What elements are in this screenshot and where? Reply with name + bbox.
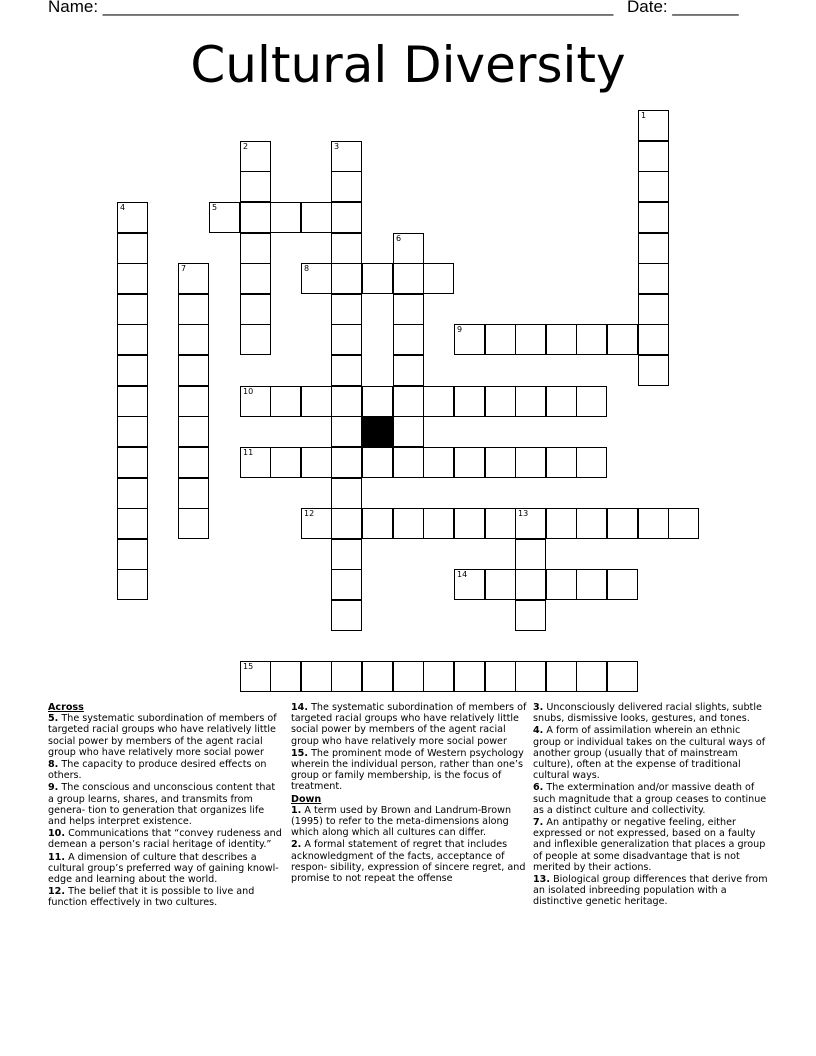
clues-column-2 [291,702,527,885]
crossword-cell[interactable] [331,294,362,325]
clue-number: 13 [518,509,529,518]
crossword-cell[interactable] [362,447,393,478]
down-clue-1: 1. A term used by Brown and Landrum-Brown (1995) to refer to the meta-dimensions along which along which all cultures can differ. [291,804,512,839]
crossword-cell[interactable] [638,202,669,233]
crossword-cell[interactable] [454,386,485,417]
crossword-cell[interactable] [393,661,424,692]
crossword-cell[interactable] [607,569,638,600]
crossword-cell[interactable] [546,447,577,478]
crossword-cell[interactable] [117,569,148,600]
crossword-cell[interactable] [423,386,454,417]
crossword-cell[interactable] [331,478,362,509]
crossword-cell[interactable] [423,263,454,294]
clue-number: 10 [243,387,254,396]
crossword-cell[interactable] [546,386,577,417]
crossword-cell[interactable] [331,324,362,355]
clue-number: 7 [181,264,187,273]
crossword-cell[interactable] [301,202,332,233]
clue-number: 14 [457,570,468,579]
crossword-cell[interactable] [454,661,485,692]
crossword-cell[interactable] [240,171,271,202]
clue-number: 15 [243,662,254,671]
crossword-cell[interactable] [117,202,148,233]
crossword-cell[interactable] [638,355,669,386]
crossword-cell[interactable] [331,508,362,539]
clue-number: 1 [641,111,647,120]
crossword-cell[interactable] [393,386,424,417]
crossword-cell[interactable] [638,171,669,202]
crossword-cell[interactable] [638,141,669,172]
crossword-cell[interactable] [607,508,638,539]
crossword-cell[interactable] [331,600,362,631]
clue-number: 9 [457,325,463,334]
crossword-cell[interactable] [240,263,271,294]
clue-number: 8 [304,264,310,273]
crossword-cell[interactable] [362,263,393,294]
clue-number: 4 [120,203,126,212]
crossword-cell[interactable] [362,386,393,417]
crossword-cell[interactable] [117,324,148,355]
crossword-cell[interactable] [240,324,271,355]
down-clue-6: 6. The extermination and/or massive death of such magnitude that a group ceases to continue as a distinct culture and collectivity. [533,782,767,816]
crossword-cell[interactable] [576,324,607,355]
crossword-cell[interactable] [240,294,271,325]
crossword-cell[interactable] [301,386,332,417]
across-clue-15: 15. The prominent mode of Western psychology wherein the individual person, rather than one’s group or family membership, is the focus of treatment. [291,747,524,793]
crossword-cell[interactable] [270,386,301,417]
crossword-cell[interactable] [117,355,148,386]
crossword-cell[interactable] [515,447,546,478]
crossword-cell[interactable] [117,416,148,447]
crossword-cell[interactable] [117,263,148,294]
crossword-cell[interactable] [178,447,209,478]
crossword-cell[interactable] [546,324,577,355]
crossword-cell[interactable] [454,569,485,600]
crossword-cell[interactable] [117,233,148,264]
crossword-cell[interactable] [117,478,148,509]
crossword-cell[interactable] [117,539,148,570]
crossword-cell[interactable] [240,661,271,692]
down-clue-7: 7. An antipathy or negative feeling, either expressed or not expressed, based on a faulty and inflexible generalization that places a group of people at some disadvantage that is not merited by their actions. [533,817,766,873]
across-clue-10: 10. Communications that “convey rudeness and demean a person’s racial heritage of identity.” [48,828,282,851]
crossword-cell[interactable] [576,508,607,539]
crossword-cell[interactable] [515,324,546,355]
crossword-cell[interactable] [117,294,148,325]
crossword-cell[interactable] [117,447,148,478]
clue-number: 6 [396,234,402,243]
crossword-cell[interactable] [270,202,301,233]
crossword-cell[interactable] [178,355,209,386]
crossword-cell[interactable] [240,233,271,264]
crossword-cell[interactable] [331,539,362,570]
crossword-cell[interactable] [270,447,301,478]
crossword-cell[interactable] [485,447,516,478]
crossword-cell[interactable] [515,600,546,631]
across-clue-5: 5. The systematic subordination of members of targeted racial groups who have relatively little social power by members of the agent racial group who have relatively more social power [48,713,277,758]
down-clue-2: 2. A formal statement of regret that includes acknowledgment of the facts, acceptance of respon- sibility, expression of sincere regret, and promise to not repeat the offense [291,839,526,885]
crossword-cell[interactable] [638,508,669,539]
crossword-cell[interactable] [331,661,362,692]
clue-number: 12 [304,509,315,518]
crossword-cell[interactable] [393,447,424,478]
crossword-cell[interactable] [423,661,454,692]
crossword-cell[interactable] [331,447,362,478]
crossword-cell[interactable] [301,447,332,478]
across-clue-9: 9. The conscious and unconscious content that a group learns, shares, and transmits from genera- tion to generation that organizes life and helps interpret existence. [48,782,276,828]
crossword-cell[interactable] [546,661,577,692]
date-field[interactable]: Date: _______ [627,0,739,16]
across-clue-14: 14. The systematic subordination of members of targeted racial groups who have relatively little social power by members of the agent racial group who have relatively more social power [291,702,527,747]
crossword-cell[interactable] [301,508,332,539]
crossword-cell[interactable] [362,508,393,539]
crossword-cell[interactable] [576,386,607,417]
crossword-cell[interactable] [454,508,485,539]
crossword-cell[interactable] [638,324,669,355]
crossword-cell[interactable] [393,324,424,355]
crossword-cell[interactable] [393,355,424,386]
clue-number: 5 [212,203,218,212]
crossword-cell[interactable] [270,661,301,692]
crossword-cell[interactable] [178,478,209,509]
crossword-cell[interactable] [331,202,362,233]
across-heading: Across [48,702,84,713]
crossword-cell[interactable] [485,386,516,417]
crossword-cell[interactable] [178,386,209,417]
clues-column-1 [48,702,284,910]
crossword-cell[interactable] [668,508,699,539]
across-clue-11: 11. A dimension of culture that describes a cultural group’s preferred way of gaining knowl- edge and learning about the world. [48,851,279,886]
crossword-cell[interactable] [117,386,148,417]
crossword-cell[interactable] [485,508,516,539]
crossword-cell[interactable] [178,294,209,325]
crossword-cell[interactable] [485,324,516,355]
down-clue-4: 4. A form of assimilation wherein an ethnic group or individual takes on the cultural ways of another group (usually that of mainstream culture), often at the expense of traditional cultural ways. [533,725,766,782]
crossword-cell[interactable] [301,263,332,294]
crossword-cell[interactable] [393,416,424,447]
crossword-cell[interactable] [607,661,638,692]
crossword-cell[interactable] [178,508,209,539]
crossword-cell[interactable] [393,294,424,325]
crossword-cell[interactable] [178,324,209,355]
page-title: Cultural Diversity [190,36,626,94]
crossword-cell[interactable] [331,416,362,447]
crossword-cell[interactable] [546,569,577,600]
crossword-cell[interactable] [240,141,271,172]
across-clue-12: 12. The belief that it is possible to live and function effectively in two cultures. [48,886,255,909]
across-clue-8: 8. The capacity to produce desired effects on others. [48,759,267,782]
crossword-cell[interactable] [454,447,485,478]
crossword-cell[interactable] [423,447,454,478]
crossword-cell[interactable] [607,324,638,355]
crossword-cell[interactable] [454,324,485,355]
crossword-cell[interactable] [393,263,424,294]
clue-number: 11 [243,448,254,457]
crossword-cell[interactable] [546,508,577,539]
crossword-cell[interactable] [301,661,332,692]
crossword-cell[interactable] [485,569,516,600]
crossword-cell[interactable] [331,569,362,600]
clues-column-3 [533,702,769,909]
crossword-cell[interactable] [515,661,546,692]
crossword-cell[interactable] [240,202,271,233]
crossword-cell[interactable] [638,110,669,141]
down-clue-13: 13. Biological group differences that derive from an isolated inbreeding population with a distinctive genetic heritage. [533,874,768,908]
crossword-cell[interactable] [331,141,362,172]
crossword-cell[interactable] [331,355,362,386]
crossword-cell[interactable] [576,661,607,692]
crossword-cell[interactable] [240,386,271,417]
crossword-cell[interactable] [362,661,393,692]
down-heading: Down [291,793,322,805]
name-field[interactable]: Name: ______________________________________________________ [48,0,614,16]
crossword-cell[interactable] [576,569,607,600]
clue-number: 2 [243,142,249,151]
crossword-cell[interactable] [638,233,669,264]
crossword-cell[interactable] [331,263,362,294]
black-square [362,416,393,447]
crossword-cell[interactable] [393,233,424,264]
crossword-cell[interactable] [638,263,669,294]
down-clue-3: 3. Unconsciously delivered racial slights, subtle snubs, dismissive looks, gestures, and tones. [533,702,762,725]
crossword-cell[interactable] [331,233,362,264]
crossword-cell[interactable] [240,447,271,478]
crossword-cell[interactable] [638,294,669,325]
crossword-cell[interactable] [331,386,362,417]
crossword-cell[interactable] [515,386,546,417]
crossword-cell[interactable] [178,416,209,447]
crossword-cell[interactable] [117,508,148,539]
clue-number: 3 [334,142,340,151]
crossword-cell[interactable] [423,508,454,539]
crossword-cell[interactable] [393,508,424,539]
crossword-cell[interactable] [515,539,546,570]
crossword-cell[interactable] [515,508,546,539]
crossword-cell[interactable] [576,447,607,478]
crossword-cell[interactable] [515,569,546,600]
crossword-cell[interactable] [485,661,516,692]
crossword-cell[interactable] [209,202,240,233]
crossword-cell[interactable] [178,263,209,294]
crossword-cell[interactable] [331,171,362,202]
